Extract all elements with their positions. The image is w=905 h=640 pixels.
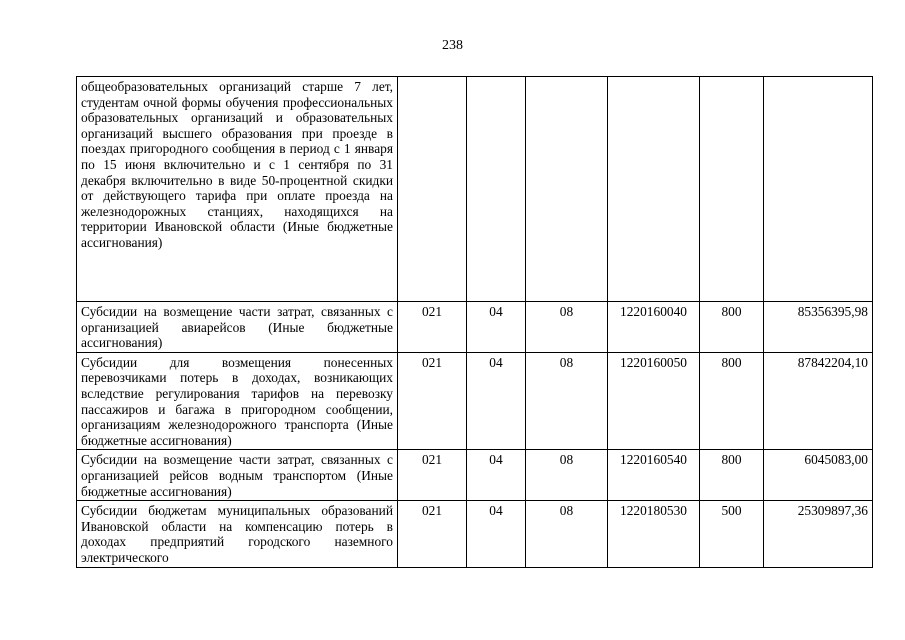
budget-table [76, 76, 873, 568]
section-code: 04 [467, 302, 526, 353]
amount: 6045083,00 [764, 450, 873, 501]
subsection-code: 08 [526, 450, 608, 501]
table-row [77, 77, 873, 302]
ministry-code: 021 [398, 501, 467, 567]
subsection-code: 08 [526, 501, 608, 567]
target-code: 1220160540 [608, 450, 700, 501]
row-description: Субсидии на возмещение части затрат, связанных с организацией авиарейсов (Иные бюджетные ассигнования) [77, 302, 398, 353]
target-code: 1220180530 [608, 501, 700, 567]
amount: 85356395,98 [764, 302, 873, 353]
ministry-code: 021 [398, 450, 467, 501]
section-code [467, 77, 526, 302]
row-description: Субсидии для возмещения понесенных перевозчиками потерь в доходах, возникающих вследствие регулирования тарифов на перевозку пассажиров и багажа в пригородном сообщении, организациям железнодорожного транспорта (Иные бюджетные ассигнования) [77, 352, 398, 450]
expense-type-code: 800 [700, 302, 764, 353]
section-code: 04 [467, 352, 526, 450]
subsection-code: 08 [526, 352, 608, 450]
subsection-code [526, 77, 608, 302]
section-code: 04 [467, 450, 526, 501]
expense-type-code [700, 77, 764, 302]
table-row [77, 501, 873, 567]
expense-type-code: 800 [700, 450, 764, 501]
amount [764, 77, 873, 302]
expense-type-code: 800 [700, 352, 764, 450]
amount: 87842204,10 [764, 352, 873, 450]
amount: 25309897,36 [764, 501, 873, 567]
ministry-code [398, 77, 467, 302]
target-code: 1220160040 [608, 302, 700, 353]
ministry-code: 021 [398, 352, 467, 450]
subsection-code: 08 [526, 302, 608, 353]
target-code [608, 77, 700, 302]
row-description: Субсидии на возмещение части затрат, связанных с организацией рейсов водным транспортом (Иные бюджетные ассигнования) [77, 450, 398, 501]
ministry-code: 021 [398, 302, 467, 353]
table-row [77, 352, 873, 450]
table-row [77, 302, 873, 353]
row-description: общеобразовательных организаций старше 7 лет, студентам очной формы обучения профессиональных образовательных организаций и образовательных организаций высшего образования при проезде в поездах пригородного сообщения в период с 1 января по 15 июня включительно и с 1 сентября по 31 декабря включительно в виде 50-процентной скидки от действующего тарифа при оплате проезда на железнодорожных станциях, находящихся на территории Ивановской области (Иные бюджетные ассигнования) [77, 77, 398, 302]
target-code: 1220160050 [608, 352, 700, 450]
section-code: 04 [467, 501, 526, 567]
table-row [77, 450, 873, 501]
row-description: Субсидии бюджетам муниципальных образований Ивановской области на компенсацию потерь в доходах предприятий городского наземного электрического [77, 501, 398, 567]
expense-type-code: 500 [700, 501, 764, 567]
page-number: 238 [442, 38, 463, 53]
